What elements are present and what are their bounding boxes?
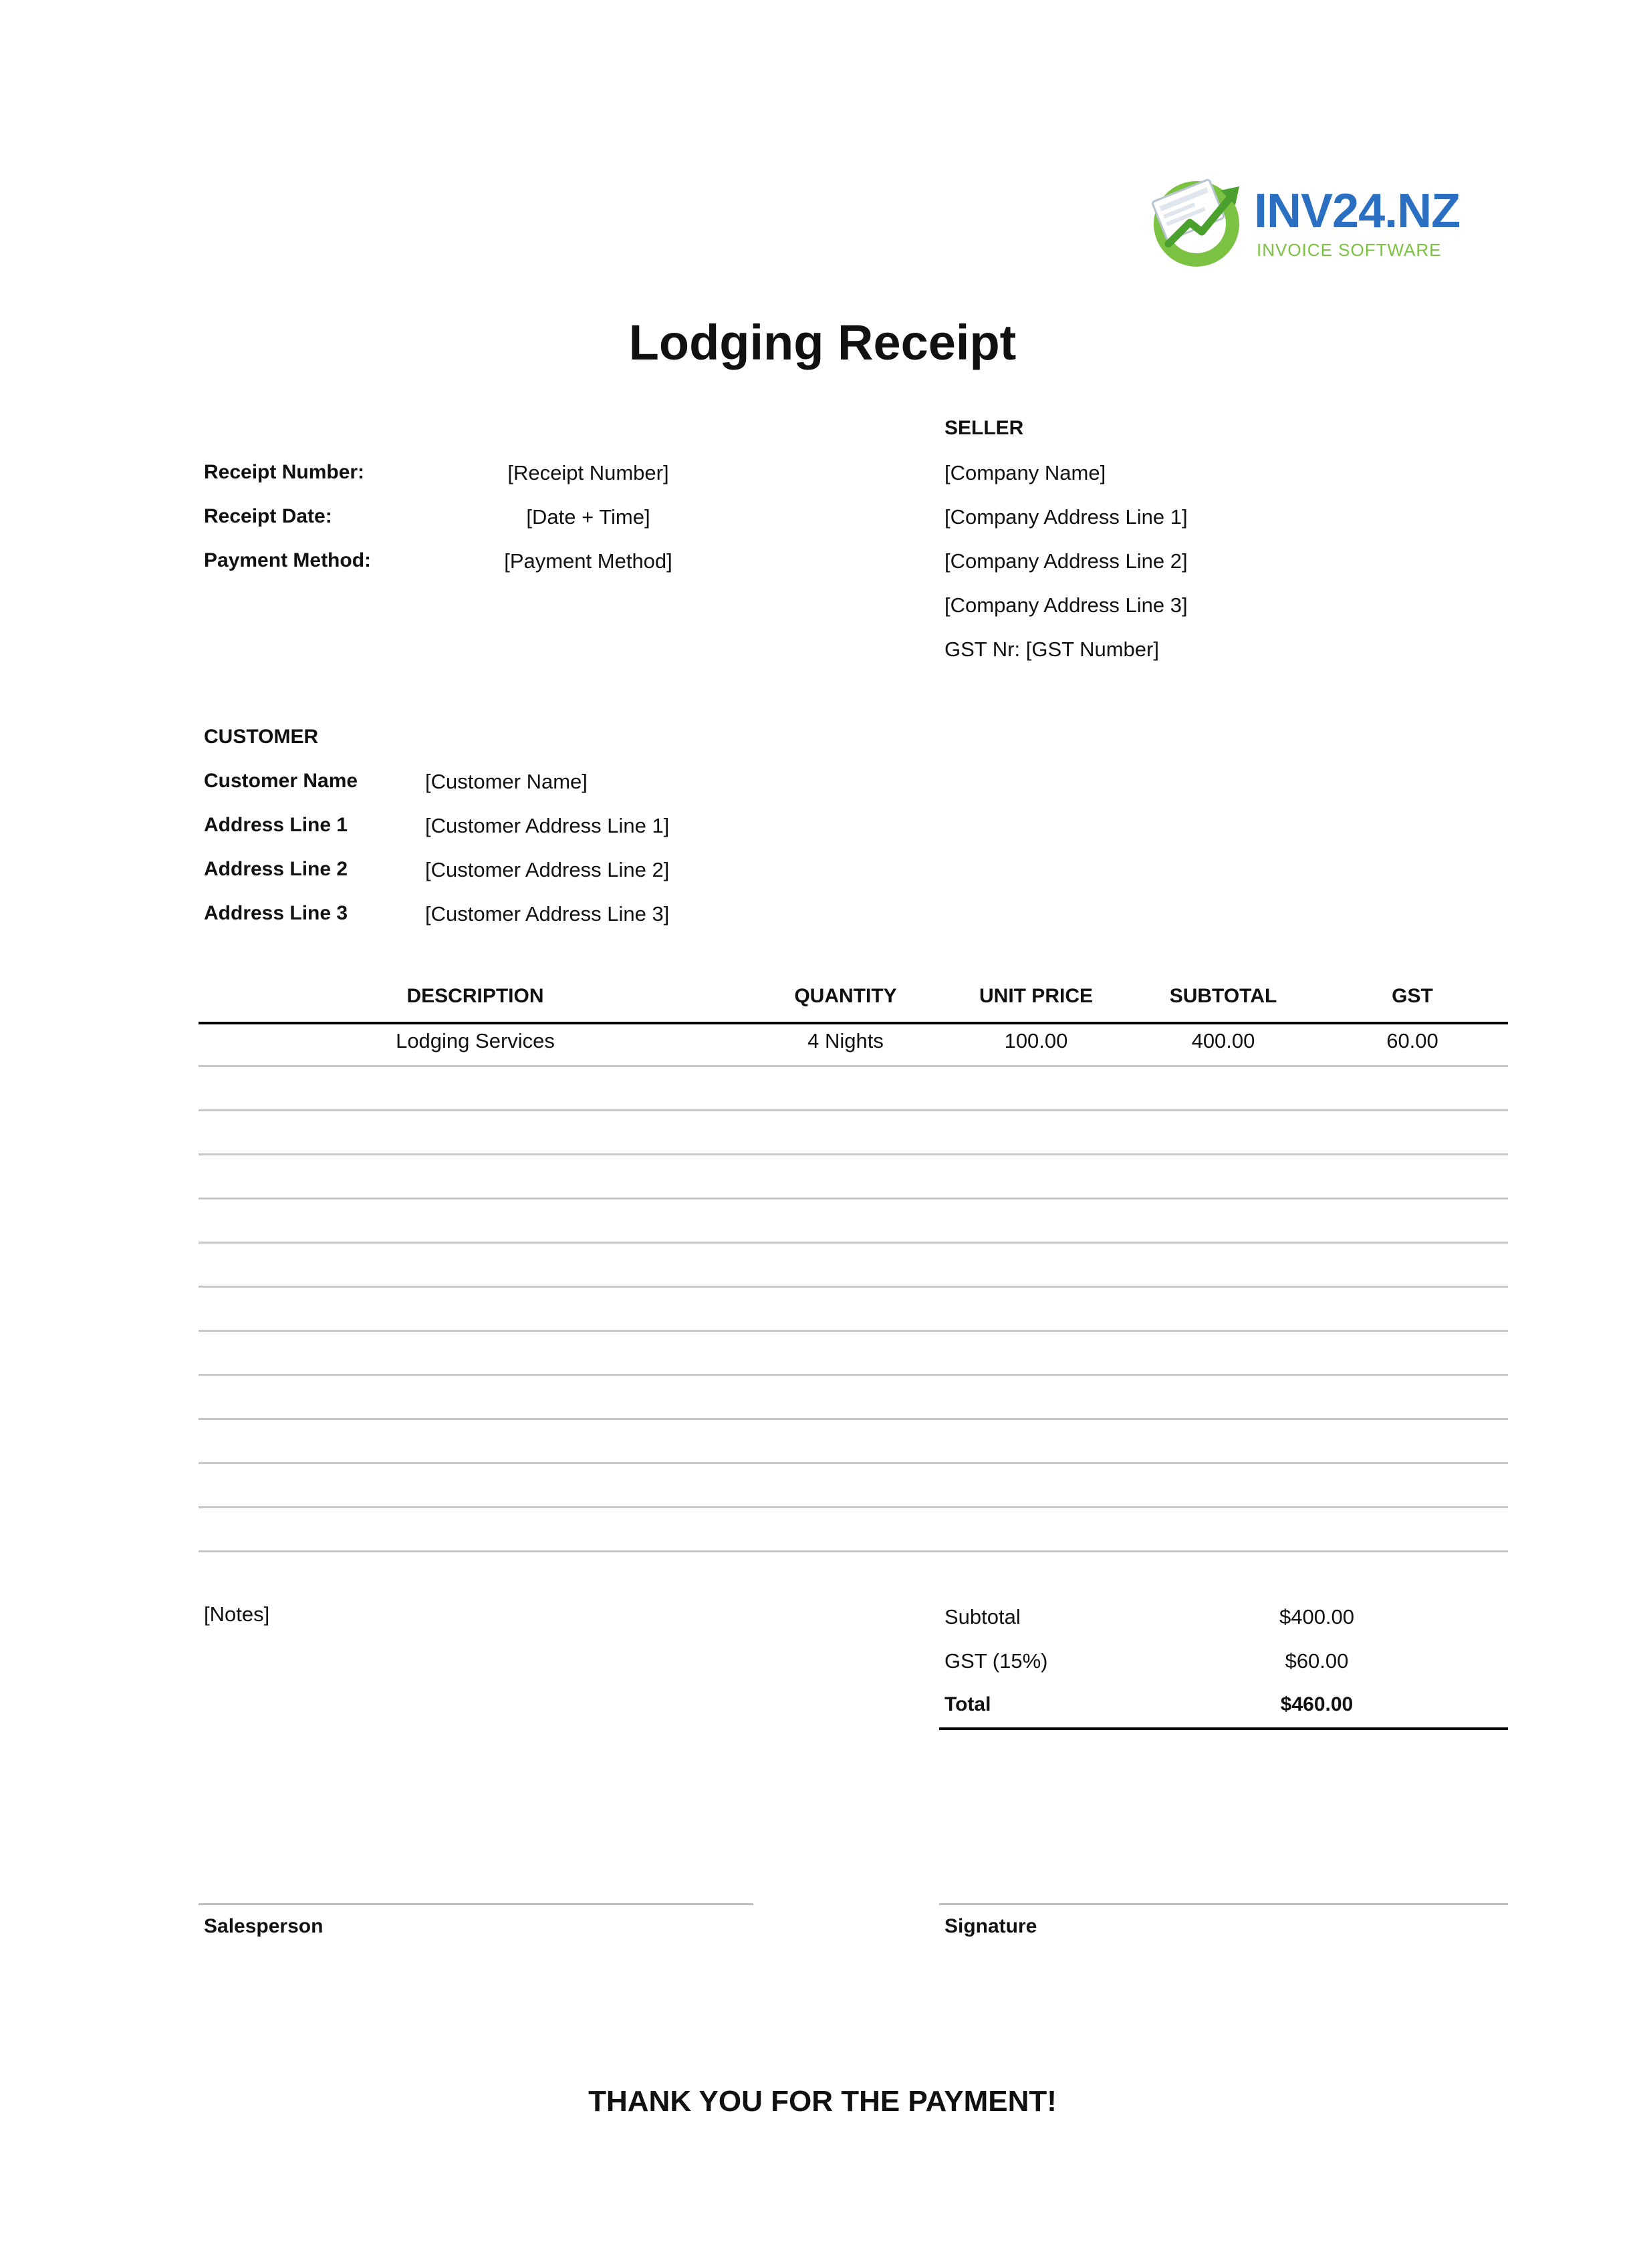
- customer-address-2-value: [Customer Address Line 2]: [425, 858, 670, 881]
- item-gst: 60.00: [1386, 1029, 1438, 1052]
- column-header-subtotal: SUBTOTAL: [1169, 985, 1277, 1007]
- table-row-rule: [199, 1462, 1508, 1464]
- item-quantity: 4 Nights: [807, 1029, 884, 1052]
- column-header-description: DESCRIPTION: [406, 985, 544, 1007]
- table-row-rule: [199, 1550, 1508, 1552]
- total-label: Total: [944, 1693, 991, 1715]
- customer-address-3-label: Address Line 3: [204, 902, 348, 924]
- table-row-rule: [199, 1374, 1508, 1376]
- company-logo: [1148, 170, 1463, 271]
- payment-method-label: Payment Method:: [204, 549, 372, 571]
- seller-address-line-2: [Company Address Line 2]: [944, 549, 1188, 573]
- gst-total-label: GST (15%): [944, 1649, 1048, 1673]
- table-row-rule: [199, 1418, 1508, 1420]
- seller-gst-number: GST Nr: [GST Number]: [944, 637, 1159, 661]
- thank-you-message: THANK YOU FOR THE PAYMENT!: [588, 2085, 1057, 2118]
- salesperson-label: Salesperson: [204, 1915, 324, 1937]
- receipt-date-value: [Date + Time]: [526, 505, 650, 529]
- customer-address-1-value: [Customer Address Line 1]: [425, 814, 670, 837]
- table-header-rule: [199, 1022, 1508, 1024]
- seller-company-name: [Company Name]: [944, 461, 1106, 484]
- item-description: Lodging Services: [396, 1029, 555, 1052]
- table-row-rule: [199, 1330, 1508, 1332]
- item-unit-price: 100.00: [1004, 1029, 1068, 1052]
- subtotal-value: $400.00: [1279, 1605, 1355, 1628]
- receipt-number-label: Receipt Number:: [204, 461, 365, 483]
- table-row-rule: [199, 1286, 1508, 1288]
- customer-address-2-label: Address Line 2: [204, 858, 348, 880]
- table-row-rule: [199, 1065, 1508, 1067]
- logo-tagline: INVOICE SOFTWARE: [1257, 240, 1442, 260]
- column-header-unit-price: UNIT PRICE: [979, 985, 1093, 1007]
- signature-label: Signature: [944, 1915, 1037, 1937]
- table-row-rule: [199, 1153, 1508, 1155]
- customer-address-1-label: Address Line 1: [204, 814, 348, 836]
- total-rule: [939, 1727, 1508, 1730]
- signature-line: [939, 1903, 1508, 1905]
- customer-address-3-value: [Customer Address Line 3]: [425, 902, 670, 926]
- seller-address-line-3: [Company Address Line 3]: [944, 593, 1188, 617]
- table-row-rule: [199, 1197, 1508, 1199]
- table-row-rule: [199, 1506, 1508, 1508]
- customer-name-value: [Customer Name]: [425, 770, 588, 793]
- customer-name-label: Customer Name: [204, 770, 358, 792]
- table-row-rule: [199, 1109, 1508, 1111]
- salesperson-signature-line: [199, 1903, 753, 1905]
- page-title: Lodging Receipt: [628, 315, 1017, 370]
- receipt-date-label: Receipt Date:: [204, 505, 332, 527]
- total-value: $460.00: [1280, 1693, 1354, 1715]
- seller-address-line-1: [Company Address Line 1]: [944, 505, 1188, 529]
- receipt-number-value: [Receipt Number]: [507, 461, 669, 484]
- seller-heading: SELLER: [944, 417, 1024, 439]
- logo-mark-icon: [1148, 170, 1249, 271]
- gst-total-value: $60.00: [1285, 1649, 1349, 1673]
- subtotal-label: Subtotal: [944, 1605, 1021, 1628]
- logo-wordmark: INV24.NZ: [1254, 184, 1461, 238]
- column-header-gst: GST: [1392, 985, 1433, 1007]
- item-subtotal: 400.00: [1191, 1029, 1255, 1052]
- table-row-rule: [199, 1242, 1508, 1244]
- customer-heading: CUSTOMER: [204, 726, 319, 748]
- column-header-quantity: QUANTITY: [794, 985, 897, 1007]
- notes-text: [Notes]: [204, 1602, 270, 1626]
- payment-method-value: [Payment Method]: [504, 549, 672, 573]
